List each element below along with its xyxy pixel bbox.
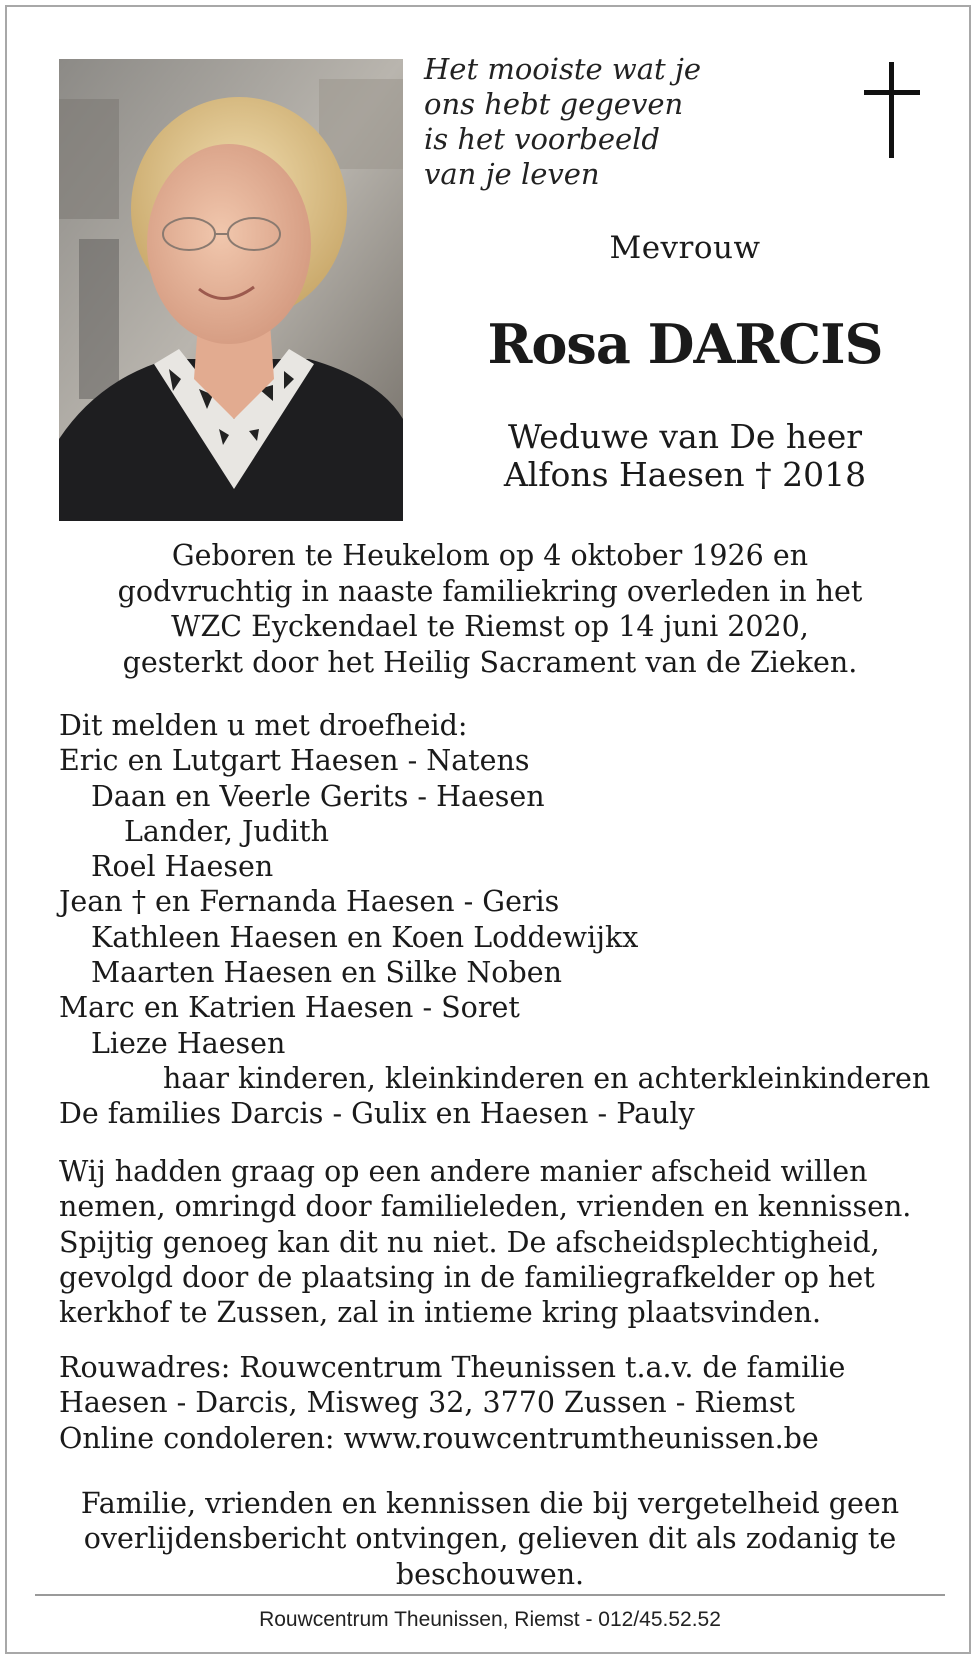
farewell-line: Spijtig genoeg kan dit nu niet. De afscheidsplechtigheid, bbox=[59, 1225, 880, 1259]
family-line: Marc en Katrien Haesen - Soret bbox=[59, 991, 520, 1025]
poem-line: van je leven bbox=[424, 157, 600, 191]
honorific: Mevrouw bbox=[609, 230, 761, 266]
note-line: Familie, vrienden en kennissen die bij vergetelheid geen bbox=[80, 1487, 900, 1520]
closing-note bbox=[40, 1486, 940, 1592]
address-line: Haesen - Darcis, Misweg 32, 3770 Zussen - Riemst bbox=[59, 1386, 795, 1420]
farewell-line: kerkhof te Zussen, zal in intieme kring plaatsvinden. bbox=[59, 1296, 822, 1330]
family-line: Kathleen Haesen en Koen Loddewijkx bbox=[91, 920, 639, 954]
poem-line: is het voorbeeld bbox=[424, 122, 660, 156]
widow-line: Alfons Haesen † 2018 bbox=[503, 455, 867, 494]
family-line: De families Darcis - Gulix en Haesen - Pauly bbox=[59, 1097, 695, 1131]
poem-line: Het mooiste wat je bbox=[424, 52, 702, 86]
birth-death-text bbox=[40, 538, 940, 680]
address-block bbox=[59, 1350, 939, 1456]
farewell-line: nemen, omringd door familieleden, vrienden en kennissen. bbox=[59, 1190, 912, 1224]
note-line: overlijdensbericht ontvingen, gelieven dit als zodanig te bbox=[83, 1522, 897, 1556]
deceased-name: Rosa DARCIS bbox=[487, 312, 883, 376]
family-intro: Dit melden u met droefheid: bbox=[59, 709, 468, 742]
footer-divider bbox=[35, 1594, 945, 1596]
memorial-poem bbox=[424, 52, 701, 192]
family-line: Lander, Judith bbox=[124, 814, 329, 848]
funeral-home-footer: Rouwcentrum Theunissen, Riemst - 012/45.52.52 bbox=[259, 1608, 721, 1631]
family-list bbox=[59, 708, 930, 1132]
family-line: Maarten Haesen en Silke Noben bbox=[91, 956, 562, 990]
family-line: Daan en Veerle Gerits - Haesen bbox=[91, 779, 545, 813]
widow-line: Weduwe van De heer bbox=[507, 417, 863, 456]
farewell-paragraph bbox=[59, 1154, 939, 1330]
farewell-line: Wij hadden graag op een andere manier afscheid willen bbox=[59, 1155, 868, 1188]
widow-of bbox=[470, 418, 900, 494]
farewell-line: gevolgd door de plaatsing in de familiegrafkelder op het bbox=[59, 1260, 875, 1294]
family-line: haar kinderen, kleinkinderen en achterkleinkinderen bbox=[163, 1061, 931, 1095]
birth-death-line: gesterkt door het Heilig Sacrament van de Zieken. bbox=[122, 645, 858, 679]
address-line: Rouwadres: Rouwcentrum Theunissen t.a.v. de familie bbox=[59, 1351, 846, 1384]
family-line: Roel Haesen bbox=[91, 850, 274, 884]
birth-death-line: WZC Eyckendael te Riemst op 14 juni 2020, bbox=[171, 610, 809, 643]
family-line: Jean † en Fernanda Haesen - Geris bbox=[59, 885, 560, 919]
portrait-photo bbox=[59, 59, 403, 521]
note-line: beschouwen. bbox=[395, 1557, 585, 1591]
family-line: Eric en Lutgart Haesen - Natens bbox=[59, 744, 530, 778]
birth-death-line: Geboren te Heukelom op 4 oktober 1926 en bbox=[171, 539, 809, 572]
birth-death-line: godvruchtig in naaste familiekring overleden in het bbox=[117, 574, 863, 608]
condolence-line: Online condoleren: www.rouwcentrumtheunissen.be bbox=[59, 1421, 819, 1455]
family-line: Lieze Haesen bbox=[91, 1026, 286, 1060]
latin-cross-icon bbox=[864, 62, 920, 158]
poem-line: ons hebt gegeven bbox=[424, 87, 684, 121]
